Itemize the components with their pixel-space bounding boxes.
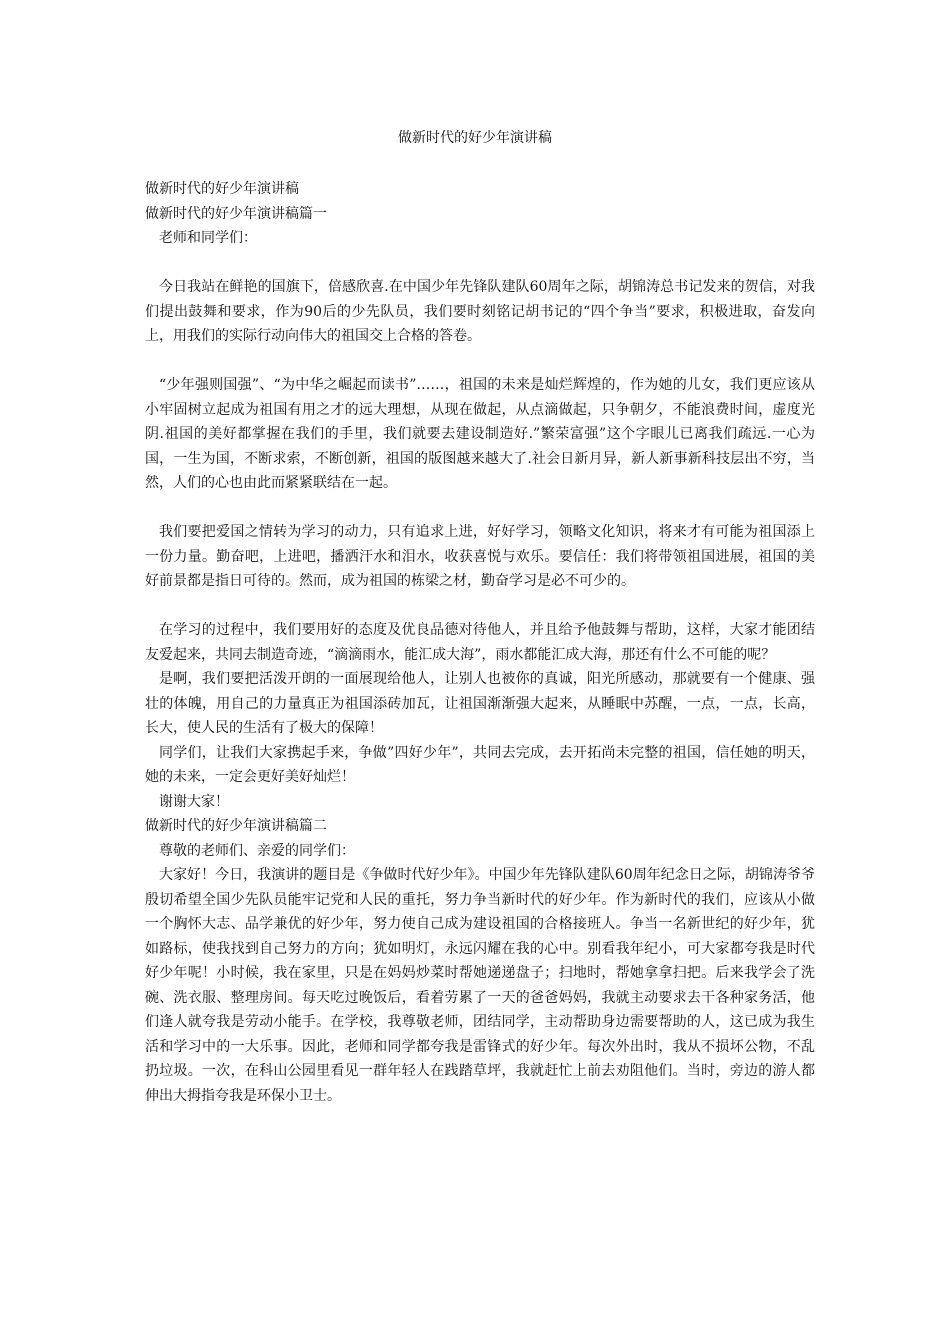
part1-paragraph-6: 同学们，让我们大家携起手来，争做”四好少年”，共同去完成，去开拓尚未完整的祖国，信任她的明天，她的未来，一定会更好美好灿烂！ <box>145 744 815 785</box>
part1-salutation: 老师和同学们： <box>159 230 257 246</box>
part1-paragraph-1: 今日我站在鲜艳的国旗下，倍感欣喜.在中国少年先锋队建队60周年之际，胡锦涛总书记发来的贺信，对我们提出鼓舞和要求，作为90后的少先队员，我们要时刻铭记胡书记的“四个争当”要求，积极进取，奋发向上，用我们的实际行动向伟大的祖国交上合格的答卷。 <box>145 279 815 344</box>
part2-salutation: 尊敬的老师们、亲爱的同学们： <box>159 842 355 859</box>
document-heading: 做新时代的好少年演讲稿 <box>145 181 299 197</box>
part2-heading: 做新时代的好少年演讲稿篇二 <box>145 818 327 834</box>
document-body <box>145 177 815 1108</box>
part1-paragraph-4: 在学习的过程中，我们要用好的态度及优良品德对待他人，并且给予他鼓舞与帮助，这样，大家才能团结友爱起来，共同去制造奇迹，“滴滴雨水，能汇成大海”，雨水都能汇成大海，那还有什么不可能的呢？ <box>145 622 815 663</box>
paragraph-gap <box>145 349 815 374</box>
part1-paragraph-3: 我们要把爱国之情转为学习的动力，只有追求上进，好好学习，领略文化知识，将来才有可能为祖国添上一份力量。勤奋吧，上进吧，播洒汗水和泪水，收获喜悦与欢乐。要信任：我们将带领祖国进展，祖国的美好前景都是指日可待的。然而，成为祖国的栋梁之材，勤奋学习是必不可少的。 <box>145 524 815 589</box>
paragraph-gap <box>145 594 815 619</box>
part1-paragraph-5: 是啊，我们要把活泼开朗的一面展现给他人，让别人也被你的真诚，阳光所感动，那就要有一个健康、强壮的体魄，用自己的力量真正为祖国添砖加瓦，让祖国渐渐强大起来，从睡眠中苏醒，一点，一点，长高，长大，使人民的生活有了极大的保障！ <box>145 671 815 736</box>
part1-paragraph-2: “少年强则国强”、“为中华之崛起而读书”……，祖国的未来是灿烂辉煌的，作为她的儿女，我们更应该从小牢固树立起成为祖国有用之才的远大理想，从现在做起，从点滴做起，只争朝夕，不能浪费时间，虚度光阴.祖国的美好都掌握在我们的手里，我们就要去建设制造好.”繁荣富强”这个字眼儿已离我们疏远.一心为国，一生为国，不断求索，不断创新，祖国的版图越来越大了.社会日新月异，新人新事新科技层出不穷，当然，人们的心也由此而紧紧联结在一起。 <box>145 377 815 491</box>
paragraph-gap <box>145 251 815 276</box>
paragraph-gap <box>145 496 815 521</box>
part1-closing: 谢谢大家！ <box>159 793 229 810</box>
part2-paragraph-1: 大家好！今日，我演讲的题目是《争做时代好少年》。中国少年先锋队建队60周年纪念日之际，胡锦涛爷爷殷切希望全国少先队员能牢记党和人民的重托，努力争当新时代的好少年。作为新时代的我们，应该从小做一个胸怀大志、品学兼优的好少年，努力使自己成为建设祖国的合格接班人。争当一名新世纪的好少年，犹如路标，使我找到自己努力的方向；犹如明灯，永远闪耀在我的心中。别看我年纪小，可大家都夸我是时代好少年呢！小时候，我在家里，只是在妈妈炒菜时帮她递递盘子；扫地时，帮她拿拿扫把。后来我学会了洗碗、洗衣服、整理房间。每天吃过晚饭后，看着劳累了一天的爸爸妈妈，我就主动要求去干各种家务活，他们逢人就夸我是劳动小能手。在学校，我尊敬老师，团结同学，主动帮助身边需要帮助的人，这已成为我生活和学习中的一大乐事。因此，老师和同学都夸我是雷锋式的好少年。每次外出时，我从不损坏公物，不乱扔垃圾。一次，在科山公园里看见一群年轻人在践踏草坪，我就赶忙上前去劝阻他们。当时，旁边的游人都伸出大拇指夸我是环保小卫士。 <box>145 867 815 1104</box>
part1-heading: 做新时代的好少年演讲稿篇一 <box>145 205 327 222</box>
document-title: 做新时代的好少年演讲稿 <box>398 130 552 146</box>
